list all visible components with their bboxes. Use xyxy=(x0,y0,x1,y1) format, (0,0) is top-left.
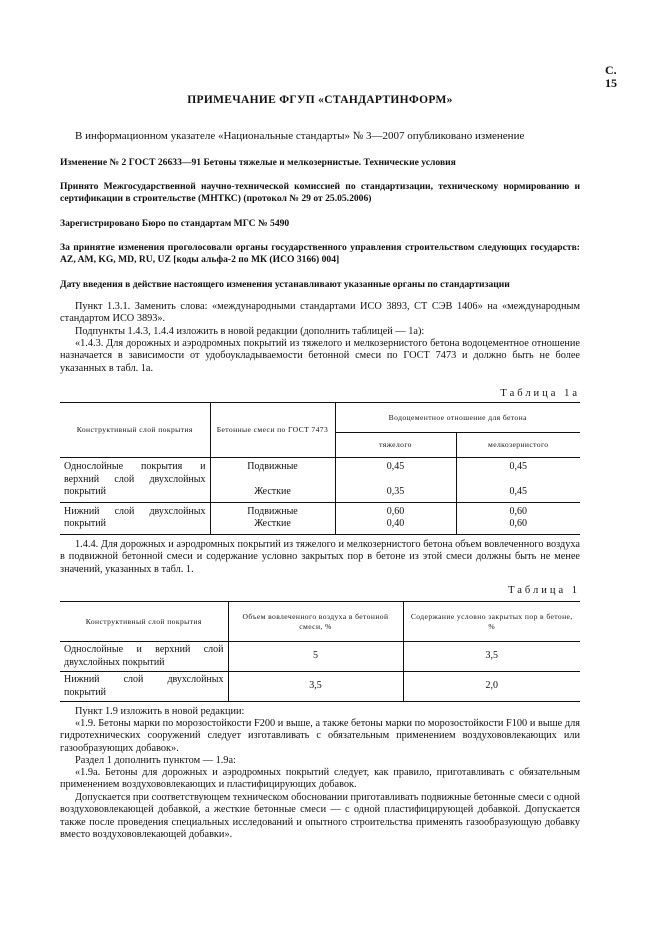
paragraph-1-9-intro: Пункт 1.9 изложить в новой редакции: xyxy=(75,706,245,717)
paragraph-1-4-4: 1.4.4. Для дорожных и аэродромных покрытий из тяжелого и мелкозернистого бетона объем вовлеченного воздуха в подвижной бетонной смеси и содержание условно закрытых пор в бетоне из этой смеси должны быть не менее значений, указанных в табл. 1. xyxy=(60,539,580,575)
table-row: Однослойные и верхний слой двухслойных покрытий 5 3,5 xyxy=(60,642,580,672)
date-note: Дату введения в действие настоящего изменения устанавливают указанные органы по стандартизации xyxy=(60,279,510,290)
page-title: ПРИМЕЧАНИЕ ФГУП «СТАНДАРТИНФОРМ» xyxy=(187,94,453,106)
table-1a xyxy=(60,402,580,535)
table-1-header-pores: Содержание условно закрытых пор в бетоне, % xyxy=(410,611,573,631)
intro-paragraph: В информационном указателе «Национальные стандарты» № 3—2007 опубликовано изменение xyxy=(75,130,525,142)
table-1-caption: Таблица 1 xyxy=(508,585,580,596)
table-1-header-layer: Конструктивный слой покрытия xyxy=(60,602,228,642)
table-row: Нижний слой двухслойных покрытий Подвижные Жесткие 0,60 0,40 0,60 0,60 xyxy=(60,502,580,534)
table-row: Нижний слой двухслойных покрытий 3,5 2,0 xyxy=(60,672,580,702)
table-1a-header-mix: Бетонные смеси по ГОСТ 7473 xyxy=(210,403,335,458)
table-1a-caption: Таблица 1а xyxy=(500,388,580,399)
paragraph-section-1: Раздел 1 дополнить пунктом — 1.9а: xyxy=(75,755,236,766)
page-number: С. 15 xyxy=(605,63,617,90)
table-1 xyxy=(60,601,580,702)
voted-note: За принятие изменения проголосовали органы государственного управления строительством следующих государств: AZ, AM, KG, MD, RU, UZ [коды альфа-2 по МК (ИСО 3166) 004] xyxy=(60,242,580,265)
accepted-note: Принято Межгосударственной научно-технической комиссией по стандартизации, техническому нормированию и сертификации в строительстве (МНТКС) (протокол № 29 от 25.05.2006) xyxy=(60,181,580,204)
table-1a-header-wc: Водоцементное отношение для бетона xyxy=(335,403,580,433)
paragraph-1-4-3: «1.4.3. Для дорожных и аэродромных покрытий из тяжелого и мелкозернистого бетона водоцементное отношение назначается в зависимости от удобоукладываемости бетонной смеси по ГОСТ 7473 и должно быть не более указанных в табл. 1а. xyxy=(60,338,580,374)
registered-note: Зарегистрировано Бюро по стандартам МГС № 5490 xyxy=(60,218,290,229)
paragraph-subpoints: Подпункты 1.4.3, 1.4.4 изложить в новой редакции (дополнить таблицей — 1а): xyxy=(75,326,425,337)
paragraph-1-9: «1.9. Бетоны марки по морозостойкости F200 и выше, а также бетоны марки по морозостойкости F100 и выше для гидротехнических сооружений следует изготавливать с обязательным применением воздухововлекающих или газообразующих добавок». xyxy=(60,718,580,754)
table-1a-header-layer: Конструктивный слой покрытия xyxy=(60,403,210,458)
paragraph-1-3-1: Пункт 1.3.1. Заменить слова: «международными стандартами ИСО 3893, СТ СЭВ 1406» на «международным стандартом ИСО 3893». xyxy=(60,301,580,325)
table-1a-header-heavy: тяжелого xyxy=(335,433,456,458)
table-1-header-air: Объем вовлеченного воздуха в бетонной смеси, % xyxy=(228,602,403,642)
paragraph-1-9a: «1.9а. Бетоны для дорожных и аэродромных покрытий следует, как правило, приготавливать с обязательным применением воздухововлекающих и пластифицирующих добавок. xyxy=(60,767,580,791)
paragraph-admissible: Допускается при соответствующем техническом обосновании приготавливать подвижные бетонные смеси с одной воздухововлекающей добавкой, а жесткие бетонные смеси — с одной пластифицирующей добавкой. Допускается также после проведения специальных исследований и опытного строительства применять газообразующую добавку вместо воздухововлекающей добавки». xyxy=(60,792,580,841)
table-row: Однослойные покрытия и верхний слой двухслойных покрытий Подвижные Жесткие 0,45 0,35 0,45 0,45 xyxy=(60,458,580,503)
change-title: Изменение № 2 ГОСТ 26633—91 Бетоны тяжелые и мелкозернистые. Технические условия xyxy=(60,157,456,168)
table-1a-header-fine: мелкозернистого xyxy=(488,440,549,449)
